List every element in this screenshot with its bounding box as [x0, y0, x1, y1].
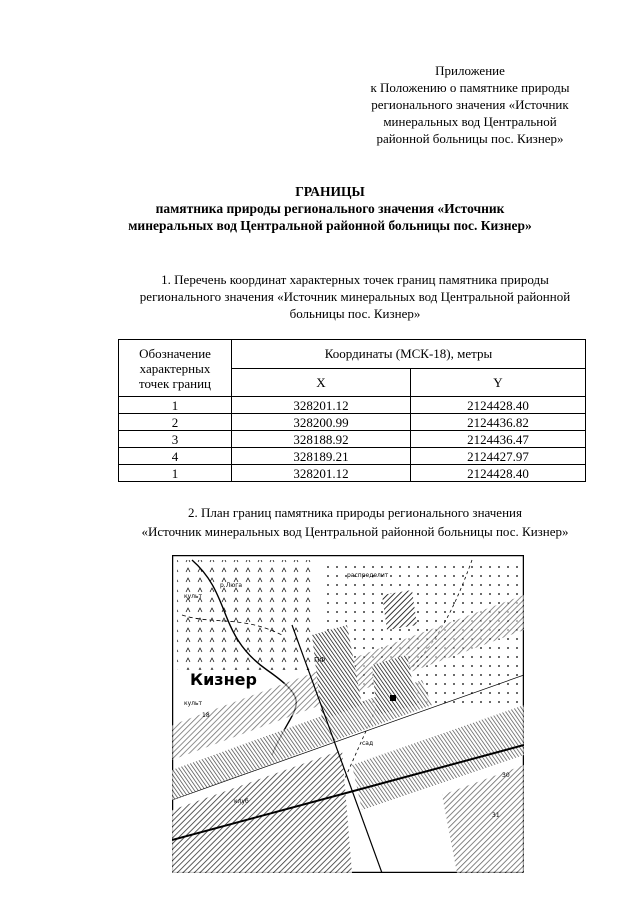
cell-point: 1	[119, 465, 232, 482]
cell-point: 3	[119, 431, 232, 448]
section-2-line: «Источник минеральных вод Центральной районной больницы пос. Кизнер»	[141, 524, 569, 539]
map-label: распределит	[347, 572, 389, 579]
cell-point: 4	[119, 448, 232, 465]
table-row	[119, 397, 586, 414]
section-1-line: регионального значения «Источник минеральных вод Центральной районной	[139, 289, 571, 304]
title-heading: ГРАНИЦЫ	[295, 184, 365, 199]
header-coordinates: Координаты (МСК-18), метры	[232, 340, 586, 369]
section-1-line: 1. Перечень координат характерных точек границ памятника природы	[161, 272, 549, 287]
table-row	[119, 414, 586, 431]
appendix-line: к Положению о памятнике природы	[370, 80, 570, 95]
table-header-row	[119, 340, 586, 369]
header-designation	[119, 340, 232, 397]
header-designation-line: точек границ	[138, 375, 212, 391]
cell-x: 328201.12	[232, 465, 411, 482]
map-label: 30	[502, 772, 510, 779]
cell-x: 328189.21	[232, 448, 411, 465]
map-label: 31	[492, 812, 500, 819]
document-title	[60, 183, 600, 234]
cell-x: 328201.12	[232, 397, 411, 414]
appendix-line: Приложение	[435, 63, 505, 78]
map-label: ПФ	[314, 656, 326, 664]
map-town-label: Кизнер	[190, 670, 257, 689]
appendix-header	[340, 62, 600, 147]
map-label: культ	[184, 700, 203, 707]
header-designation-line: характерных	[139, 360, 211, 376]
table-row	[119, 448, 586, 465]
appendix-line: районной больницы пос. Кизнер»	[376, 131, 564, 146]
cell-y: 2124428.40	[411, 397, 586, 414]
cell-y: 2124436.47	[411, 431, 586, 448]
cell-x: 328200.99	[232, 414, 411, 431]
coordinates-table	[118, 339, 586, 482]
header-x: X	[232, 369, 411, 397]
title-line: минеральных вод Центральной районной больницы пос. Кизнер»	[128, 218, 532, 233]
cell-x: 328188.92	[232, 431, 411, 448]
title-line: памятника природы регионального значения «Источник	[155, 201, 505, 216]
boundary-plan-map	[172, 555, 524, 873]
cell-y: 2124436.82	[411, 414, 586, 431]
map-label: 18	[202, 712, 210, 719]
section-1-heading	[90, 271, 620, 322]
cell-y: 2124428.40	[411, 465, 586, 482]
table-row	[119, 465, 586, 482]
cell-point: 2	[119, 414, 232, 431]
map-label: р.Люга	[220, 582, 243, 589]
table-row	[119, 431, 586, 448]
map-floodplain	[177, 560, 317, 670]
map-label: сад	[362, 740, 374, 747]
section-2-line: 2. План границ памятника природы регионального значения	[188, 505, 522, 520]
appendix-line: регионального значения «Источник	[371, 97, 569, 112]
appendix-line: минеральных вод Центральной	[383, 114, 557, 129]
cell-y: 2124427.97	[411, 448, 586, 465]
cell-point: 1	[119, 397, 232, 414]
section-1-line: больницы пос. Кизнер»	[289, 306, 421, 321]
map-label: культ	[184, 593, 203, 600]
header-designation-line: Обозначение	[139, 345, 211, 361]
map-street-block	[382, 590, 417, 630]
map-label: клуб	[234, 798, 249, 805]
map-boundary-marker	[390, 695, 396, 701]
header-y: Y	[411, 369, 586, 397]
section-2-heading	[90, 503, 620, 541]
